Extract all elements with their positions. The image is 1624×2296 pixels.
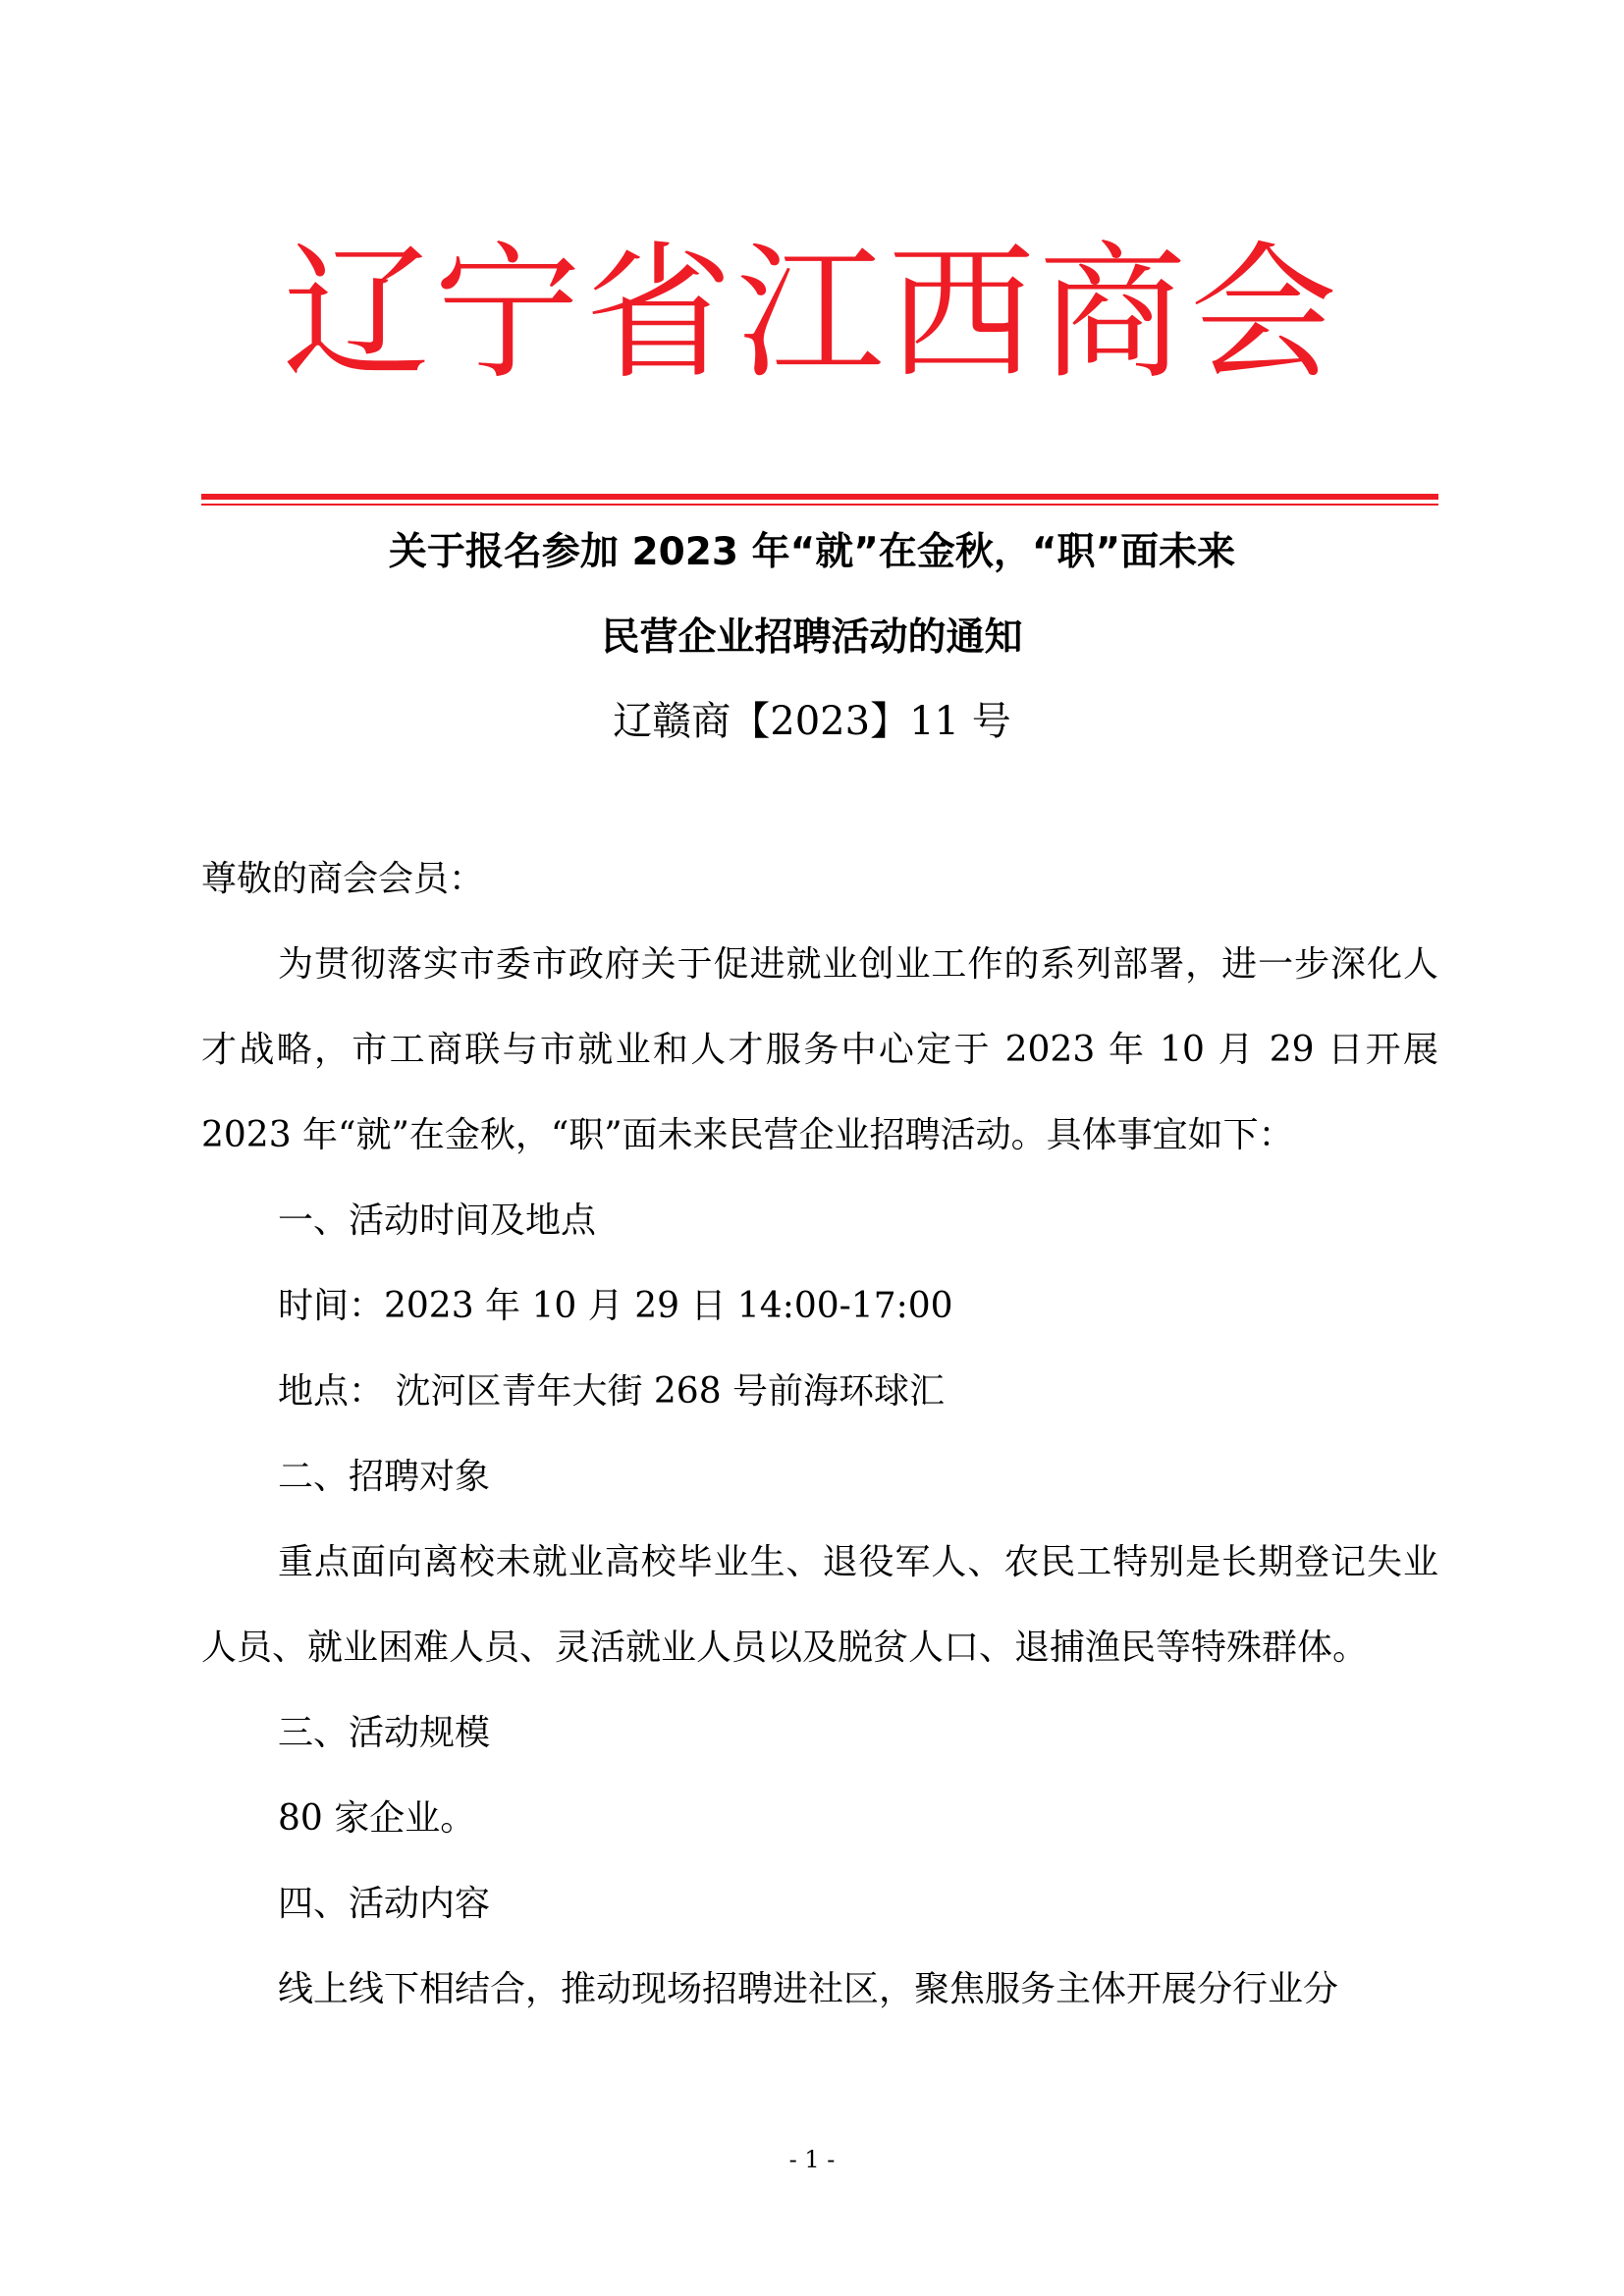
salutation: 尊敬的商会会员：: [201, 859, 485, 899]
section-3-text: 80 家企业。: [278, 1798, 476, 1839]
event-time: 时间：2023 年 10 月 29 日 14:00-17:00: [278, 1286, 953, 1326]
masthead-divider-thick: [201, 494, 1438, 500]
notice-title-line-2: 民营企业招聘活动的通知: [601, 615, 1023, 660]
section-2-heading: 二、招聘对象: [278, 1457, 491, 1497]
masthead-divider-thin: [201, 504, 1438, 506]
notice-body: [201, 836, 1438, 2032]
section-4-text: 线上线下相结合，推动现场招聘进社区，聚焦服务主体开展分行业分: [278, 1969, 1339, 2009]
page-number: - 1 -: [788, 2146, 836, 2173]
section-3-heading: 三、活动规模: [278, 1713, 491, 1753]
intro-paragraph: 为贯彻落实市委市政府关于促进就业创业工作的系列部署，进一步深化人才战略，市工商联与市就业和人才服务中心定于 2023 年 10 月 29 日开展 2023 年“就”在金秋，“职”面未来民营企业招聘活动。具体事宜如下：: [201, 944, 1438, 1155]
event-location: 地点： 沈河区青年大街 268 号前海环球汇: [278, 1371, 946, 1412]
organization-masthead: 辽宁省江西商会: [282, 229, 1341, 400]
document-number: 辽赣商【2023】11 号: [613, 699, 1011, 744]
section-1-heading: 一、活动时间及地点: [278, 1201, 597, 1241]
section-2-text: 重点面向离校未就业高校毕业生、退役军人、农民工特别是长期登记失业人员、就业困难人员、灵活就业人员以及脱贫人口、退捕渔民等特殊群体。: [201, 1542, 1438, 1668]
notice-title-line-1: 关于报名参加 2023 年“就”在金秋，“职”面未来: [388, 530, 1236, 574]
section-4-heading: 四、活动内容: [278, 1884, 491, 1924]
